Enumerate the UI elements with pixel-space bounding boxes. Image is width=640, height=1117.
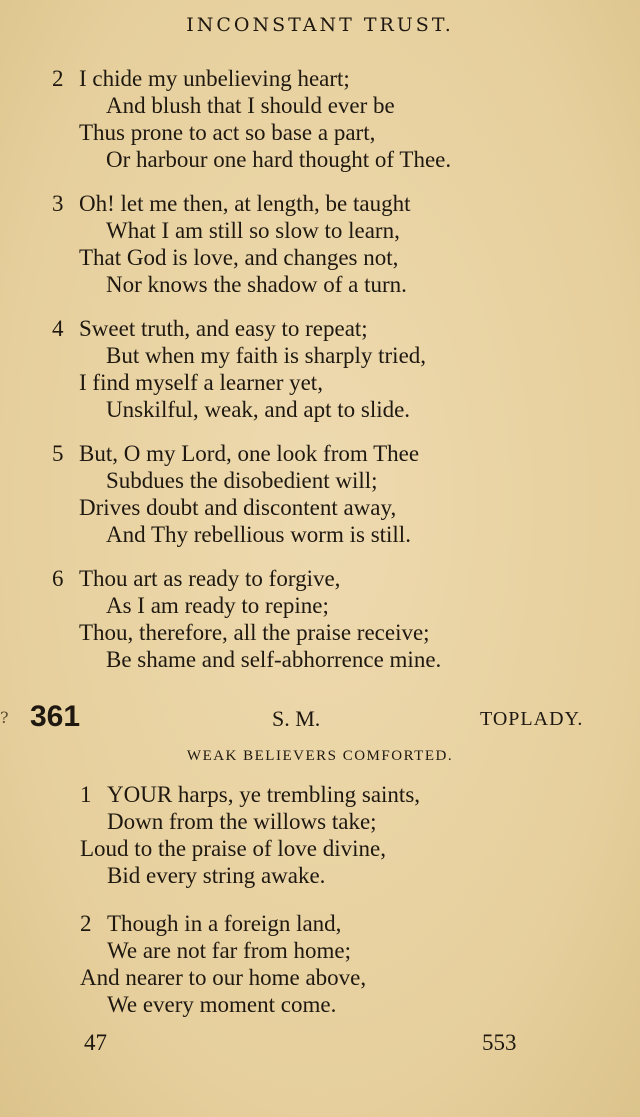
- verse-line: Bid every string awake.: [107, 863, 326, 888]
- verse-line: And blush that I should ever be: [106, 93, 395, 118]
- verse-line: But when my faith is sharply tried,: [106, 343, 427, 368]
- folio-left: 47: [84, 1030, 107, 1055]
- folio-right: 553: [482, 1030, 517, 1055]
- verse-line: Thus prone to act so base a part,: [79, 120, 376, 145]
- verse-number: 4: [52, 316, 64, 341]
- verse-line: I find myself a learner yet,: [79, 370, 323, 395]
- verse-line: Loud to the praise of love divine,: [80, 836, 386, 861]
- margin-mark: ?: [0, 708, 9, 727]
- verse-line: But, O my Lord, one look from Thee: [79, 441, 420, 466]
- verse-line: And nearer to our home above,: [80, 965, 367, 990]
- verse-line: Though in a foreign land,: [107, 911, 342, 936]
- verse-line: Nor knows the shadow of a turn.: [106, 272, 407, 297]
- verse-line: YOUR harps, ye trembling saints,: [107, 782, 421, 807]
- verse-line: We are not far from home;: [107, 938, 352, 963]
- verse-number: 5: [52, 441, 64, 466]
- verse-line: Or harbour one hard thought of Thee.: [106, 147, 452, 172]
- verse-number: 6: [52, 566, 64, 591]
- hymn-title: WEAK BELIEVERS COMFORTED.: [186, 748, 454, 764]
- running-head: INCONSTANT TRUST.: [186, 14, 454, 36]
- verse-line: Thou, therefore, all the praise receive;: [79, 620, 430, 645]
- hymn-author: TOPLADY.: [480, 708, 584, 730]
- verse-line: Sweet truth, and easy to repeat;: [79, 316, 368, 341]
- verse-line: That God is love, and changes not,: [79, 245, 399, 270]
- verse-line: What I am still so slow to learn,: [106, 218, 400, 243]
- verse-line: Unskilful, weak, and apt to slide.: [106, 397, 411, 422]
- verse-line: Subdues the disobedient will;: [106, 468, 378, 493]
- verse-line: We every moment come.: [107, 992, 337, 1017]
- hymn-meter: S. M.: [272, 706, 321, 731]
- verse-line: Down from the willows take;: [107, 809, 377, 834]
- verse-line: Oh! let me then, at length, be taught: [79, 191, 411, 216]
- verse-line: Thou art as ready to forgive,: [79, 566, 341, 591]
- verse-number: 2: [80, 911, 92, 936]
- verse-number: 2: [52, 66, 64, 91]
- verse-line: And Thy rebellious worm is still.: [106, 522, 411, 547]
- verse-line: Drives doubt and discontent away,: [79, 495, 397, 520]
- verse-line: I chide my unbelieving heart;: [79, 66, 350, 91]
- verse-number: 1: [80, 782, 92, 807]
- verse-line: As I am ready to repine;: [106, 593, 329, 618]
- hymn-number: 361: [30, 700, 81, 733]
- verse-line: Be shame and self-abhorrence mine.: [106, 647, 442, 672]
- verse-number: 3: [52, 191, 64, 216]
